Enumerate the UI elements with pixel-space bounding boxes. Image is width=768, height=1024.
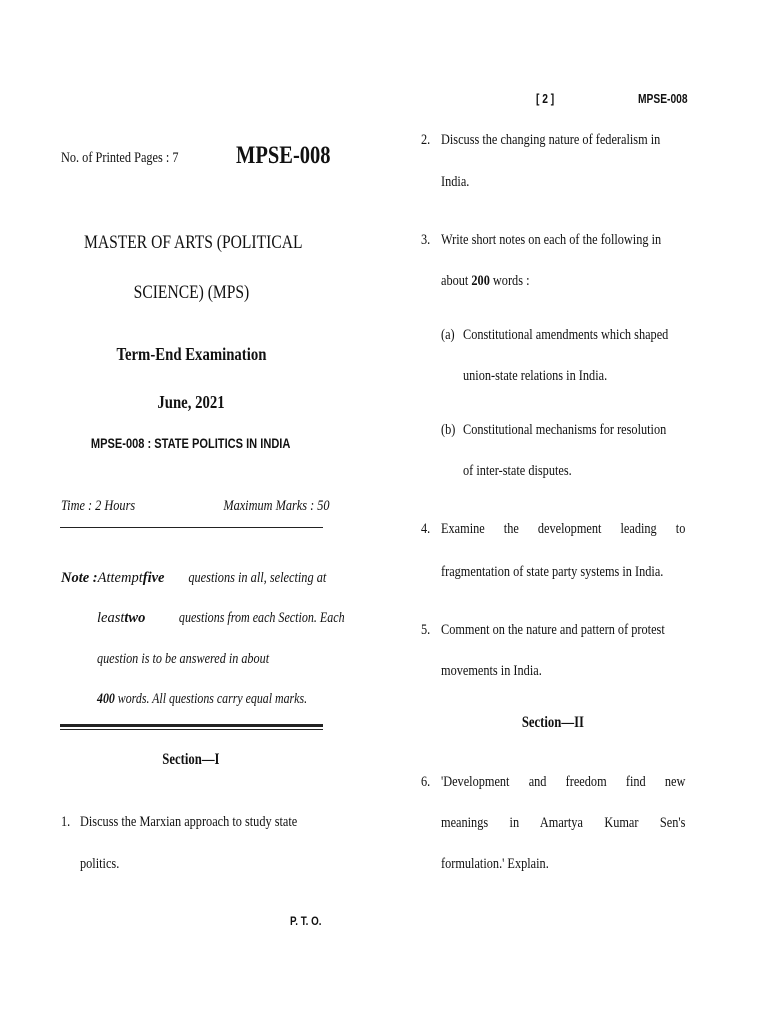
note-line1: Note : Attempt five questions in all, selecting at <box>61 570 327 586</box>
q3a-line2: union-state relations in India. <box>463 368 608 384</box>
printed-pages: No. of Printed Pages : 7 <box>61 150 179 166</box>
q1-line1: Discuss the Marxian approach to study state <box>80 814 298 830</box>
q3-line2: about 200 words : <box>441 273 530 289</box>
section-2-heading: Section—II <box>521 714 585 731</box>
time-allowed: Time : 2 Hours <box>61 498 136 514</box>
q3b-line2: of inter-state disputes. <box>463 463 572 479</box>
note-divider-thin <box>60 729 323 730</box>
paper-code: MPSE-008 <box>236 142 331 169</box>
q6-line3: formulation.' Explain. <box>441 856 549 872</box>
exam-session: June, 2021 <box>157 392 225 412</box>
pto-marker: P. T. O. <box>290 914 322 928</box>
q3-line1: Write short notes on each of the following in <box>441 232 662 248</box>
q4-line1: Examine the development leading to <box>441 521 686 537</box>
degree-title-line1: MASTER OF ARTS (POLITICAL <box>83 232 303 253</box>
note-divider-thick <box>60 724 323 727</box>
q3b-line1: Constitutional mechanisms for resolution <box>463 422 667 438</box>
course-title: MPSE-008 : STATE POLITICS IN INDIA <box>91 436 291 451</box>
q3b-label: (b) <box>441 422 456 438</box>
maximum-marks: Maximum Marks : 50 <box>223 498 330 514</box>
q4-number: 4. <box>421 521 431 537</box>
page-number: [ 2 ] <box>536 92 555 106</box>
page-header-code: MPSE-008 <box>638 92 688 106</box>
q6-line1: 'Development and freedom find new <box>441 774 686 790</box>
q3-number: 3. <box>421 232 431 248</box>
q1-line2: politics. <box>80 856 120 872</box>
q4-line2: fragmentation of state party systems in India. <box>441 564 664 580</box>
degree-title-line2: SCIENCE) (MPS) <box>133 282 249 303</box>
q2-line2: India. <box>441 174 470 190</box>
q2-line1: Discuss the changing nature of federalism in <box>441 132 661 148</box>
q3a-label: (a) <box>441 327 455 343</box>
q5-line1: Comment on the nature and pattern of protest <box>441 622 665 638</box>
note-line2: least two questions from each Section. Each <box>97 610 345 626</box>
q2-number: 2. <box>421 132 431 148</box>
header-divider <box>60 527 323 528</box>
q5-number: 5. <box>421 622 431 638</box>
q5-line2: movements in India. <box>441 663 542 679</box>
note-line3: question is to be answered in about <box>97 651 270 667</box>
q3a-line1: Constitutional amendments which shaped <box>463 327 669 343</box>
section-1-heading: Section—I <box>162 751 220 768</box>
note-line4: 400 words. All questions carry equal marks. <box>97 691 308 707</box>
exam-title: Term-End Examination <box>116 344 266 364</box>
q6-number: 6. <box>421 774 431 790</box>
q6-line2: meanings in Amartya Kumar Sen's <box>441 815 686 831</box>
q1-number: 1. <box>61 814 71 830</box>
